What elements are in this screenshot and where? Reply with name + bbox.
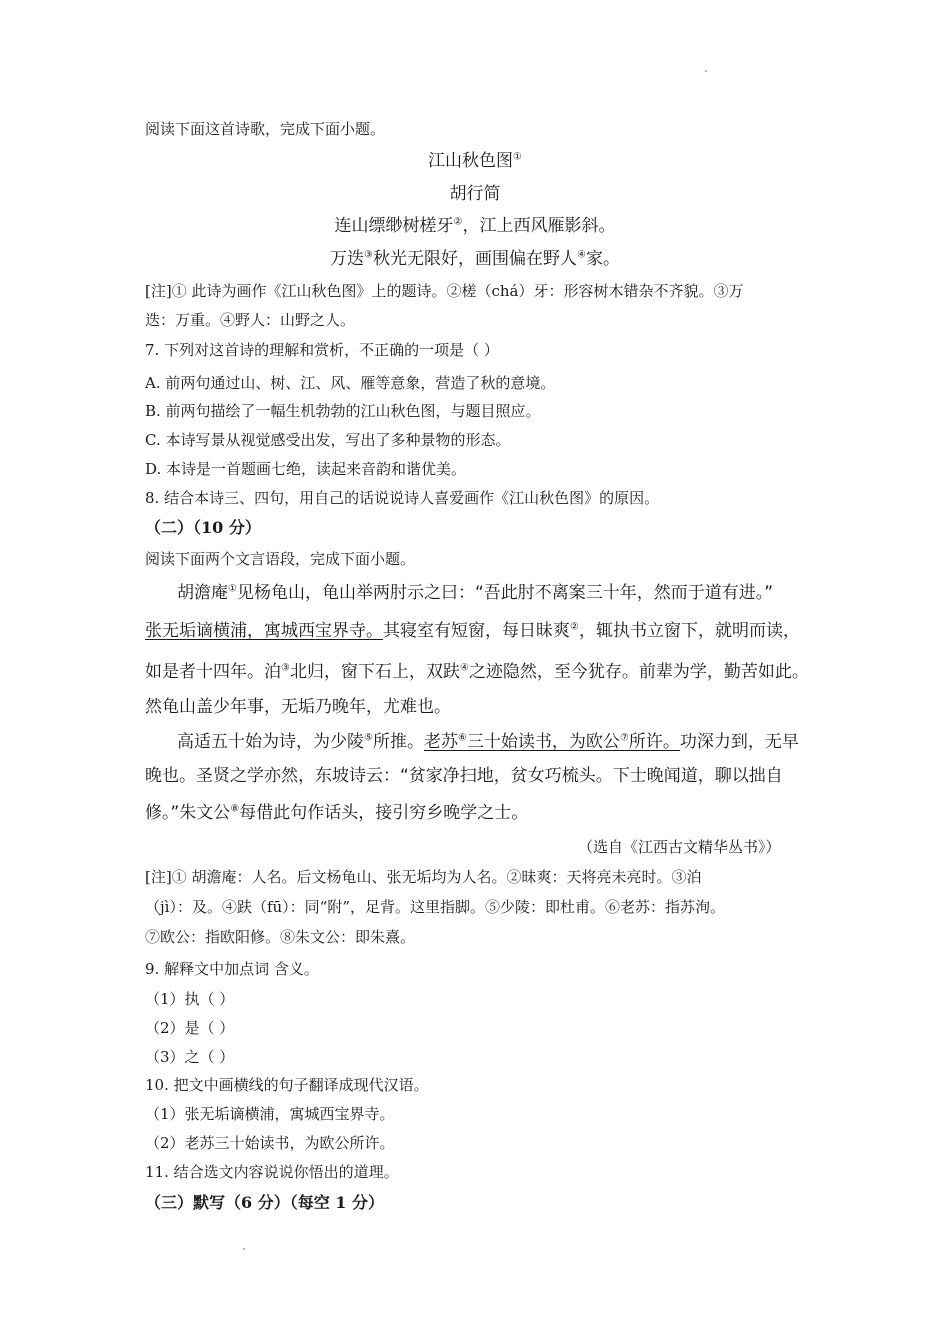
note-marker: ③ — [281, 662, 290, 674]
poem-author: 胡行简 — [449, 184, 501, 204]
scan-dot — [705, 70, 707, 72]
note-marker: ⑤ — [364, 732, 373, 744]
question-7-stem: 7. 下列对这首诗的理解和赏析，不正确的一项是（ ） — [145, 341, 499, 359]
question-11: 11. 结合选文内容说说你悟出的道理。 — [145, 1163, 399, 1181]
passage-2-line-1: 高适五十始为诗，为少陵⑤所推。老苏⑥三十始读书，为欧公⑦所许。功深力到，无早 — [177, 732, 799, 752]
note-marker: ⑥ — [457, 732, 467, 744]
poem-title: 江山秋色图① — [428, 151, 522, 171]
section-2-intro: 阅读下面两个文言语段，完成下面小题。 — [145, 550, 416, 568]
question-8: 8. 结合本诗三、四句，用自己的话说说诗人喜爱画作《江山秋色图》的原因。 — [145, 489, 660, 507]
note-marker: ① — [513, 151, 522, 163]
intro-text: 阅读下面这首诗歌，完成下面小题。 — [145, 120, 386, 138]
underlined-sentence-2: 老苏⑥三十始读书，为欧公⑦所许。 — [423, 732, 680, 752]
note-marker: ⑧ — [230, 803, 240, 815]
poem-line-1: 连山缥缈树槎牙②，江上西风雁影斜。 — [334, 216, 616, 236]
question-10-stem: 10. 把文中画横线的句子翻译成现代汉语。 — [145, 1076, 429, 1094]
passage-notes-line-2: （jì）：及。④趺（fū）：同“附”，足背。这里指脚。⑤少陵：即杜甫。⑥老苏：指苏洵。 — [145, 898, 726, 916]
poem-notes-line-2: 迭：万重。④野人：山野之人。 — [145, 311, 356, 329]
q7-option-b: B. 前两句描绘了一幅生机勃勃的江山秋色图，与题目照应。 — [145, 402, 541, 420]
passage-2-line-2: 晚也。圣贤之学亦然，东坡诗云：“贫家净扫地，贫女巧梳头。下士晚闻道，聊以拙自 — [145, 766, 783, 786]
scan-dot — [243, 1248, 245, 1250]
q10-item-2: （2）老苏三十始读书，为欧公所许。 — [145, 1134, 395, 1152]
passage-1-line-3: 如是者十四年。泊③北归，窗下石上，双趺④之迹隐然，至今犹存。前辈为学，勤苦如此。 — [145, 662, 809, 682]
note-marker: ② — [453, 216, 463, 228]
note-marker: ④ — [577, 249, 586, 261]
note-marker: ① — [228, 583, 237, 595]
passage-1-line-2: 张无垢谪横浦，寓城西宝界寺。其寝室有短窗，每日昧爽②，辄执书立窗下，就明而读， — [145, 621, 800, 641]
passage-notes-line-1: [注]① 胡澹庵：人名。后文杨龟山、张无垢均为人名。②昧爽：天将亮未亮时。③泊 — [145, 868, 702, 886]
q7-option-a: A. 前两句通过山、树、江、风、雁等意象，营造了秋的意境。 — [145, 374, 556, 392]
q7-option-c: C. 本诗写景从视觉感受出发，写出了多种景物的形态。 — [145, 431, 511, 449]
q10-item-1: （1）张无垢谪横浦，寓城西宝界寺。 — [145, 1105, 395, 1123]
q7-option-d: D. 本诗是一首题画七绝，读起来音韵和谐优美。 — [145, 460, 467, 478]
note-marker: ③ — [364, 249, 373, 261]
q9-item-2: （2）是（ ） — [145, 1019, 235, 1037]
note-marker: ② — [570, 621, 579, 633]
q9-item-1: （1）执（ ） — [145, 990, 235, 1008]
passage-source: （选自《江西古文精华丛书》） — [578, 838, 781, 856]
note-marker: ⑦ — [619, 732, 629, 744]
underlined-sentence-1: 张无垢谪横浦，寓城西宝界寺。 — [145, 621, 383, 641]
poem-line-2: 万迭③秋光无限好，画围偏在野人④家。 — [330, 249, 620, 269]
question-9-stem: 9. 解释文中加点词 含义。 — [145, 960, 319, 978]
passage-1-line-1: 胡澹庵①见杨龟山，龟山举两肘示之曰：“吾此肘不离案三十年，然而于道有进。” — [177, 583, 774, 603]
poem-notes-line-1: [注]① 此诗为画作《江山秋色图》上的题诗。②槎（chá）牙：形容树木错杂不齐貌。③万 — [145, 282, 744, 300]
section-3-heading: （三）默写（6 分）（每空 1 分） — [145, 1193, 384, 1212]
section-2-heading: （二）（10 分） — [145, 518, 261, 537]
note-marker: ④ — [459, 662, 469, 674]
passage-notes-line-3: ⑦欧公：指欧阳修。⑧朱文公：即朱熹。 — [145, 928, 416, 946]
q9-item-3: （3）之（ ） — [145, 1048, 235, 1066]
passage-1-line-4: 然龟山盖少年事，无垢乃晚年，尤难也。 — [145, 697, 451, 717]
passage-2-line-3: 修。”朱文公⑧每借此句作话头，接引穷乡晚学之士。 — [145, 803, 529, 823]
